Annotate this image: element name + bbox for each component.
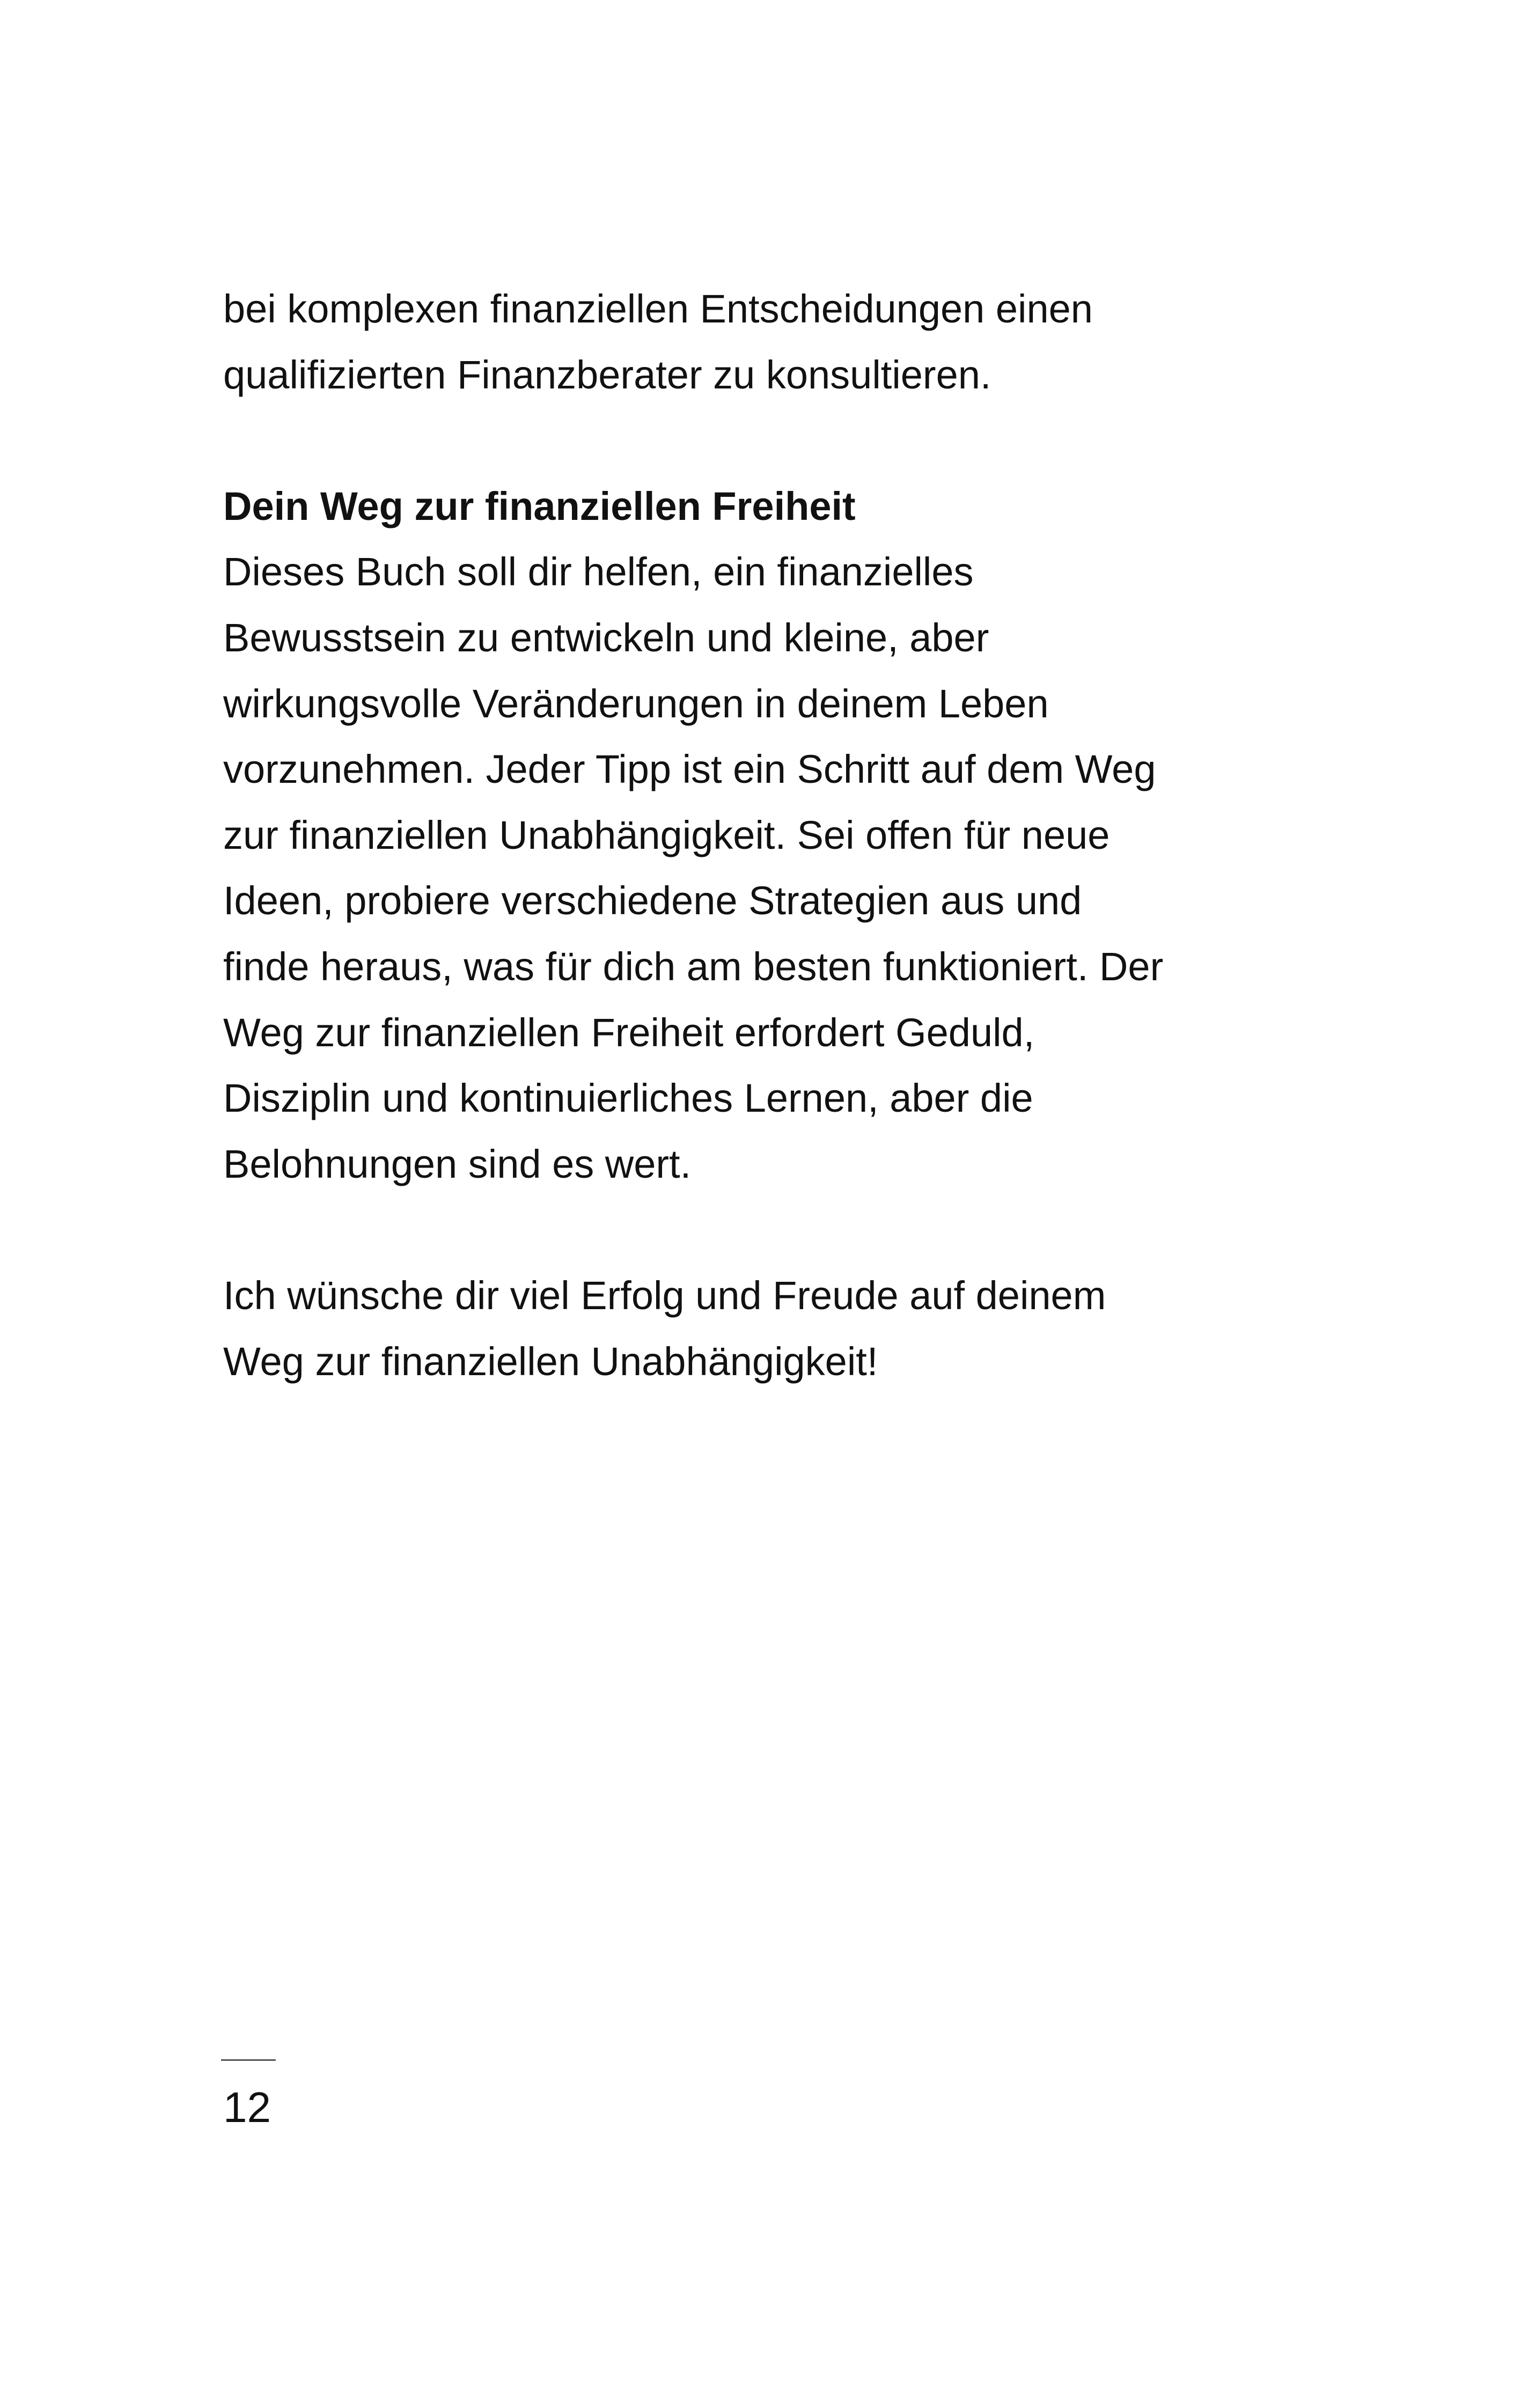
text-line: Weg zur finanziellen Unabhängigkeit! bbox=[223, 1339, 878, 1384]
text-line: Disziplin und kontinuierliches Lernen, aber die bbox=[223, 1076, 1033, 1121]
footer-rule bbox=[221, 2059, 276, 2061]
text-line: Ich wünsche dir viel Erfolg und Freude auf deinem bbox=[223, 1273, 1106, 1318]
text-line: Bewusstsein zu entwickeln und kleine, aber bbox=[223, 615, 989, 660]
text-line: Dieses Buch soll dir helfen, ein finanzielles bbox=[223, 549, 974, 594]
text-line: Belohnungen sind es wert. bbox=[223, 1141, 692, 1186]
text-line: zur finanziellen Unabhängigkeit. Sei offen für neue bbox=[223, 812, 1110, 857]
text-line: qualifizierten Finanzberater zu konsultieren. bbox=[223, 352, 991, 397]
text-line: Weg zur finanziellen Freiheit erfordert Geduld, bbox=[223, 1010, 1035, 1055]
paragraph-gap bbox=[223, 1197, 1243, 1263]
intro-paragraph bbox=[223, 276, 1243, 408]
page-number: 12 bbox=[223, 2083, 271, 2131]
text-line: wirkungsvolle Veränderungen in deinem Leben bbox=[223, 681, 1049, 726]
closing-paragraph bbox=[223, 1263, 1243, 1394]
text-line: bei komplexen finanziellen Entscheidungen einen bbox=[223, 287, 1093, 331]
section-heading: Dein Weg zur finanziellen Freiheit bbox=[223, 483, 856, 528]
page-content bbox=[223, 276, 1243, 1394]
section-freiheit bbox=[223, 474, 1243, 1198]
paragraph-gap bbox=[223, 408, 1243, 474]
text-line: vorzunehmen. Jeder Tipp ist ein Schritt auf dem Weg bbox=[223, 747, 1156, 792]
text-line: Ideen, probiere verschiedene Strategien aus und bbox=[223, 878, 1082, 923]
text-line: finde heraus, was für dich am besten funktioniert. Der bbox=[223, 944, 1164, 989]
